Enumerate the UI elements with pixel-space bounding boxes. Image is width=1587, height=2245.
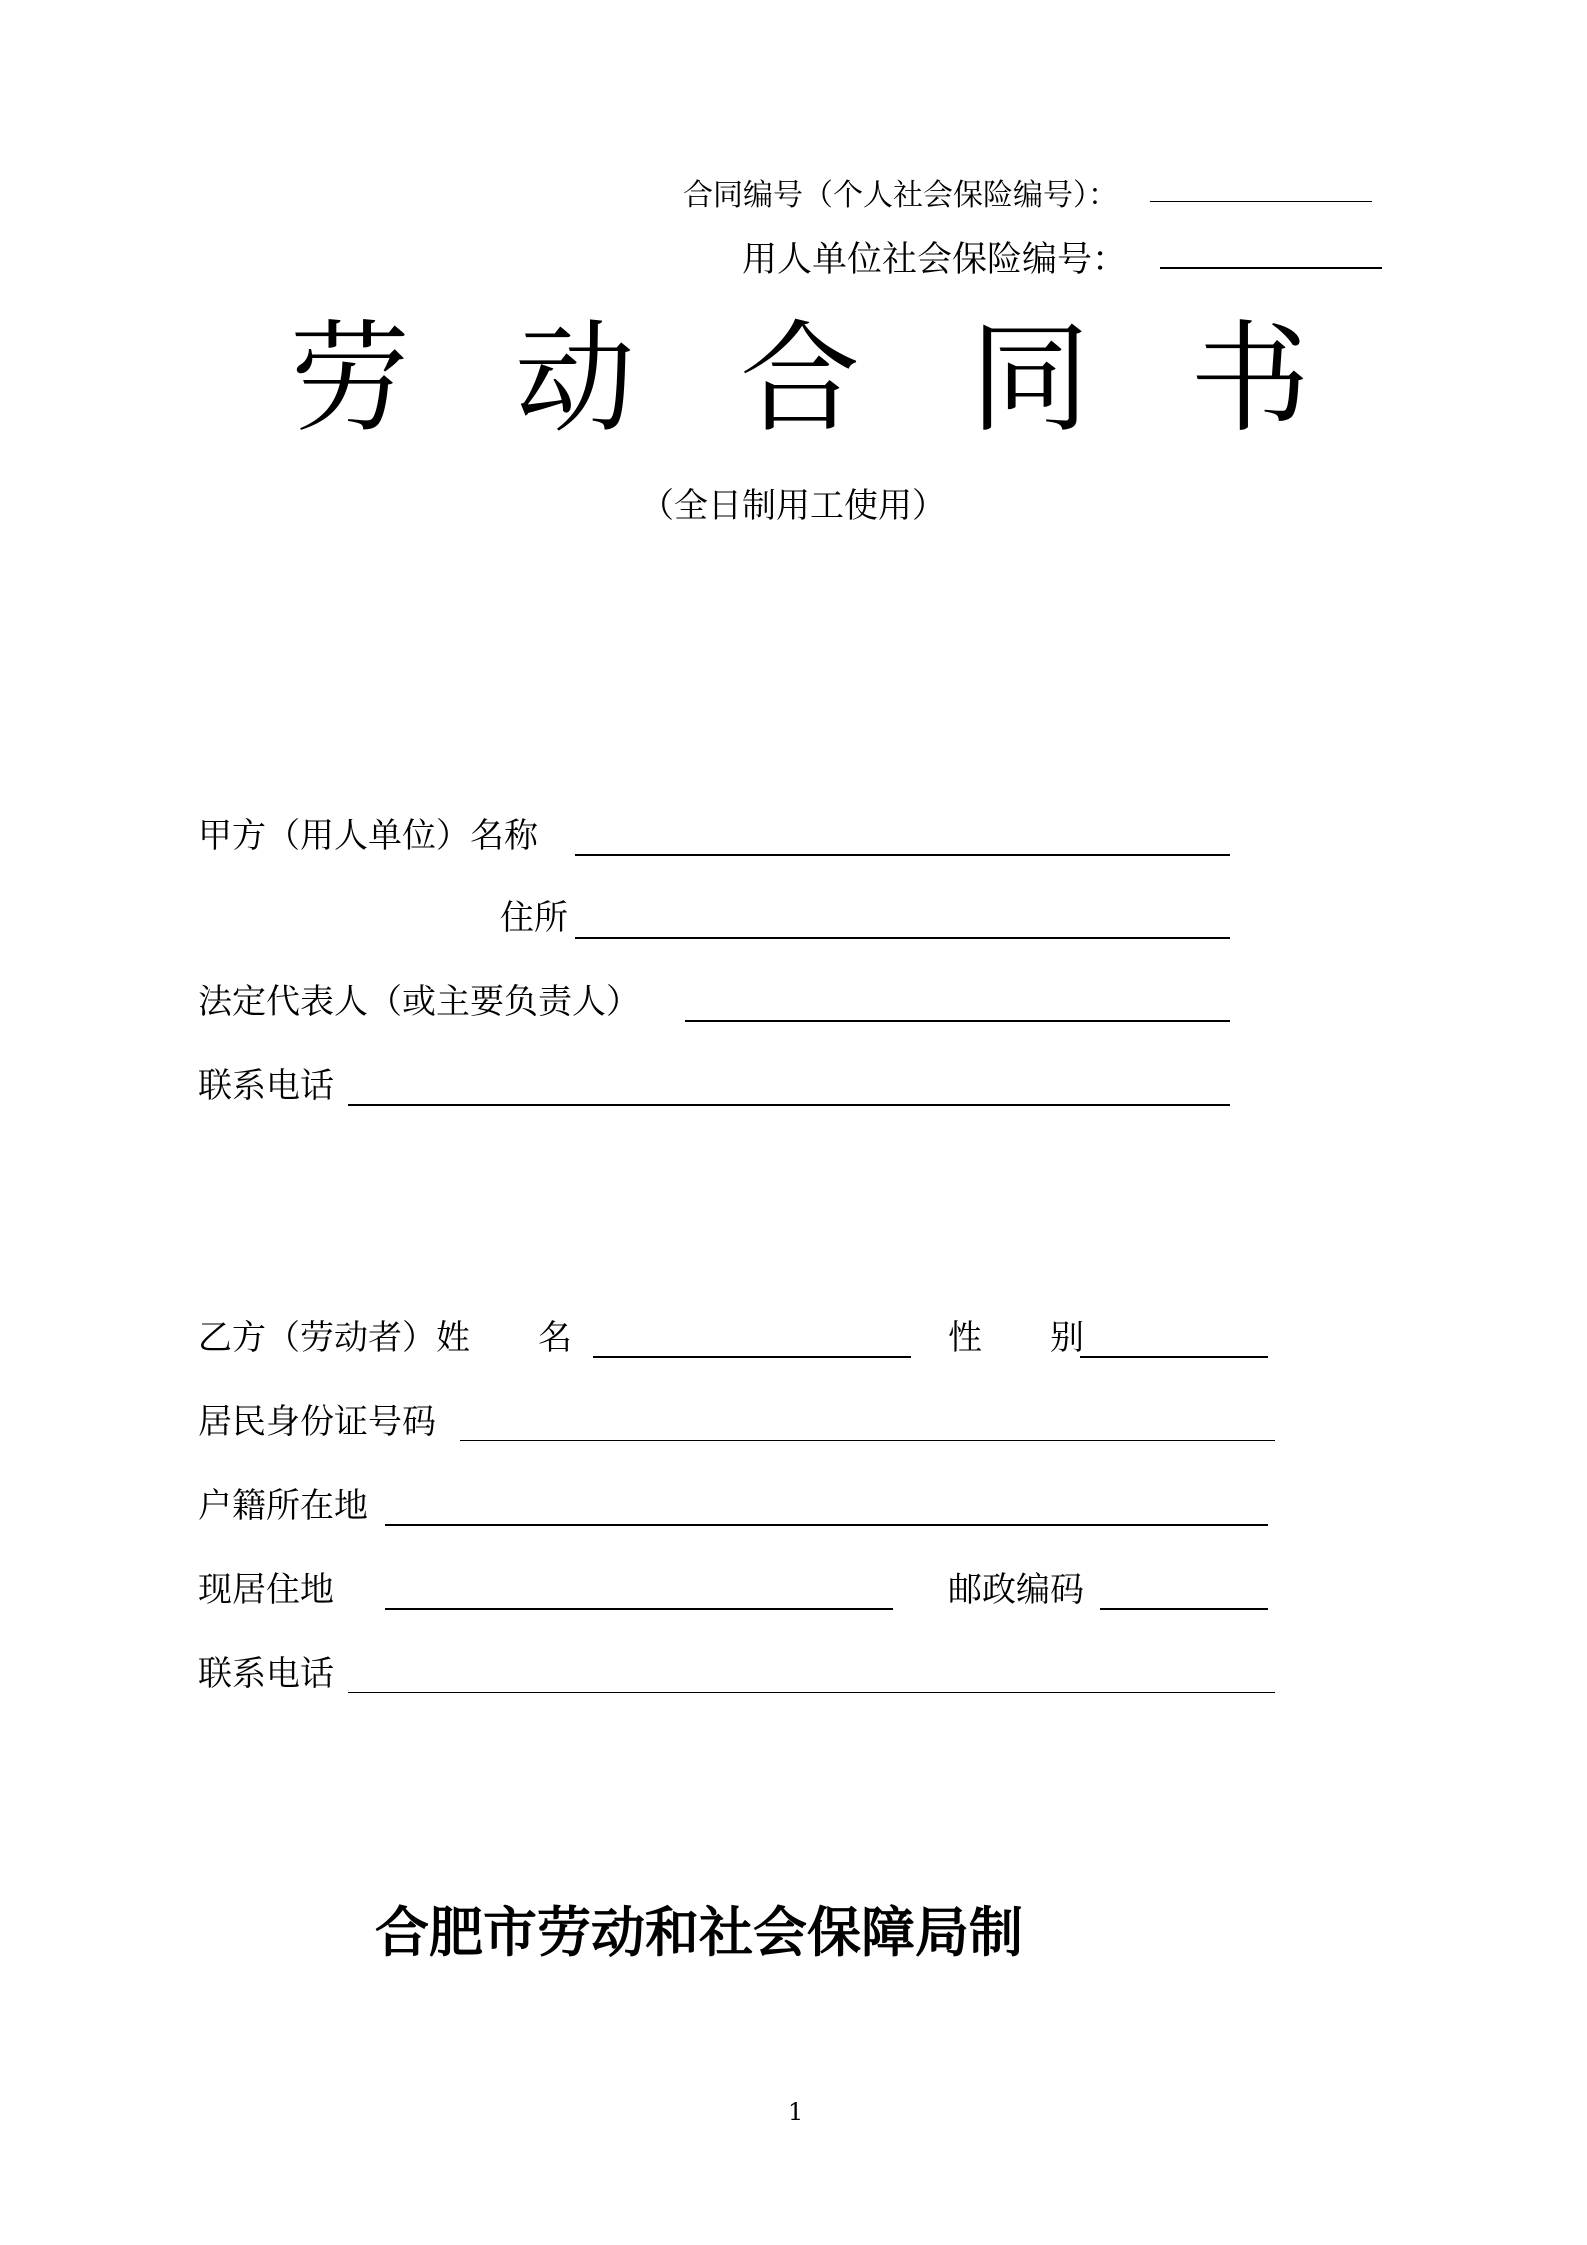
- party-b-id-label: 居民身份证号码: [198, 1402, 436, 1442]
- party-b-hukou-label: 户籍所在地: [198, 1486, 368, 1526]
- party-b-postcode-field[interactable]: [1100, 1608, 1268, 1610]
- party-a-address-label: 住所: [500, 898, 568, 938]
- employer-si-number-label: 用人单位社会保险编号：: [742, 240, 1128, 280]
- contract-number-field[interactable]: [1150, 201, 1372, 202]
- party-b-phone-label: 联系电话: [198, 1654, 334, 1694]
- party-a-phone-label: 联系电话: [198, 1066, 334, 1106]
- party-a-legal-rep-label: 法定代表人（或主要负责人）: [198, 982, 640, 1022]
- party-b-gender-label: 性 别: [948, 1318, 1084, 1358]
- party-b-hukou-field[interactable]: [385, 1524, 1268, 1526]
- party-b-residence-label: 现居住地: [198, 1570, 334, 1610]
- party-b-name-field[interactable]: [593, 1356, 911, 1358]
- party-a-legal-rep-field[interactable]: [685, 1020, 1230, 1022]
- party-b-name-label: 乙方（劳动者）姓 名: [198, 1318, 572, 1358]
- party-b-residence-field[interactable]: [385, 1608, 893, 1610]
- employer-si-number-field[interactable]: [1160, 267, 1382, 269]
- title-char-5: 书: [1190, 310, 1310, 449]
- title-char-4: 同: [970, 310, 1090, 449]
- title-char-3: 合: [740, 310, 860, 449]
- title-char-1: 劳: [290, 310, 410, 449]
- party-b-id-field[interactable]: [460, 1440, 1275, 1441]
- party-a-name-label: 甲方（用人单位）名称: [198, 816, 538, 856]
- contract-number-label: 合同编号（个人社会保险编号）：: [683, 178, 1118, 213]
- party-a-phone-field[interactable]: [348, 1104, 1230, 1106]
- title-char-2: 动: [515, 310, 635, 449]
- document-title: [290, 310, 1310, 450]
- party-b-postcode-label: 邮政编码: [948, 1570, 1084, 1610]
- party-b-phone-field[interactable]: [348, 1692, 1275, 1693]
- issuer-label: 合肥市劳动和社会保障局制: [375, 1901, 1023, 1964]
- party-a-address-field[interactable]: [575, 937, 1230, 939]
- document-subtitle: （全日制用工使用）: [640, 486, 946, 526]
- party-a-name-field[interactable]: [575, 854, 1230, 856]
- page-number: 1: [788, 2098, 804, 2126]
- party-b-gender-field[interactable]: [1080, 1356, 1268, 1358]
